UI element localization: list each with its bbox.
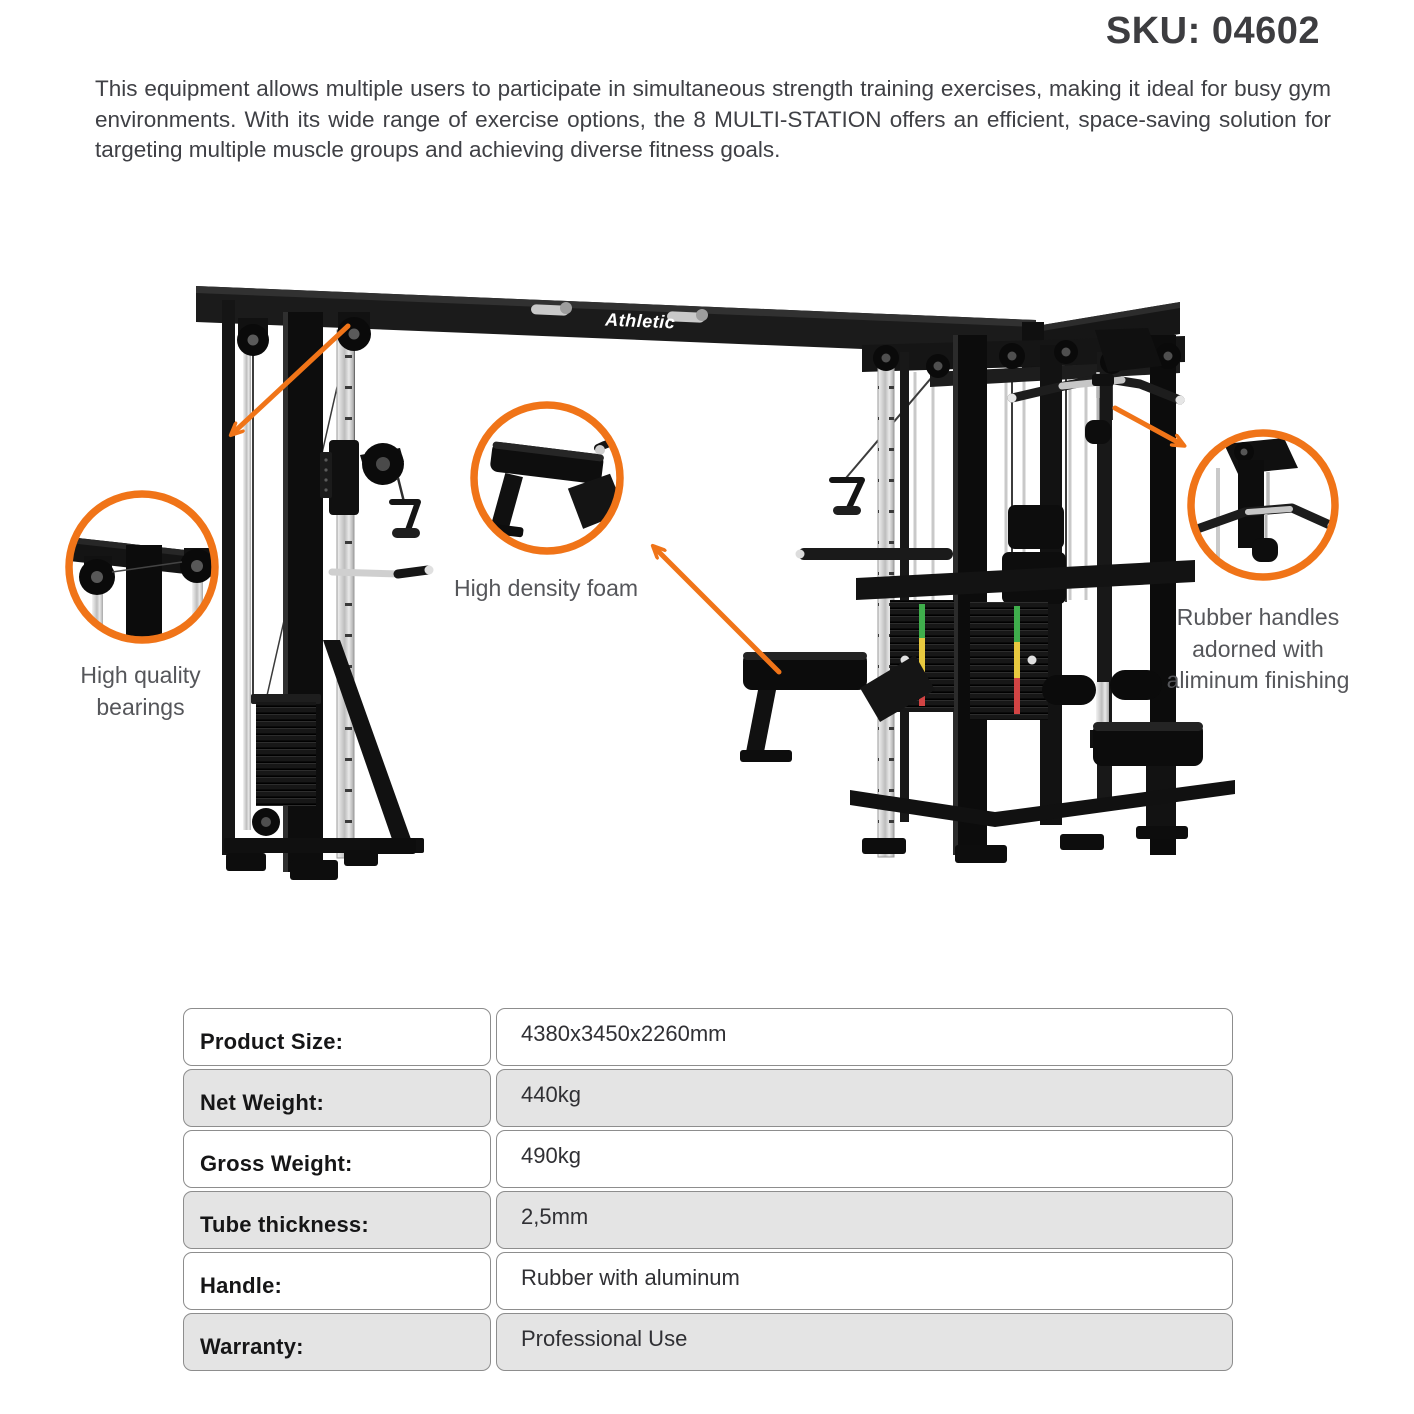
spec-label-cell: Handle: [183, 1252, 491, 1310]
spec-label-cell: Gross Weight: [183, 1130, 491, 1188]
spec-table [183, 1008, 1233, 1374]
callout-circle-handles [1191, 433, 1337, 577]
callout-label-handles: Rubber handles adorned with aliminum finishing [1166, 604, 1350, 694]
backrest-pad [1008, 505, 1064, 549]
brand-logo-text: Athletic [604, 309, 676, 333]
rubber-stopper [1085, 420, 1111, 444]
row-bar [798, 548, 953, 560]
callout-label-bearings: High quality bearings [80, 662, 201, 720]
spec-row-product-size [183, 1008, 1233, 1066]
multi-station-tower [740, 328, 1235, 863]
callout-circle-foam [474, 405, 636, 551]
cable-carriage [320, 440, 420, 538]
spec-row-warranty [183, 1313, 1233, 1371]
spec-label-cell: Product Size: [183, 1008, 491, 1066]
spec-row-handle [183, 1252, 1233, 1310]
spec-row-tube-thickness [183, 1191, 1233, 1249]
spec-value-cell: 2,5mm [496, 1191, 1233, 1249]
spec-value-cell: 4380x3450x2260mm [496, 1008, 1233, 1066]
sku-text: SKU: 04602 [1105, 10, 1320, 52]
machine-drawing [196, 286, 1235, 880]
spec-value-cell: Professional Use [496, 1313, 1233, 1371]
left-cable-station [222, 300, 434, 880]
spec-value-cell: 440kg [496, 1069, 1233, 1127]
callout-circle-bearings [60, 494, 222, 650]
spec-row-gross-weight [183, 1130, 1233, 1188]
spec-label-cell: Net Weight: [183, 1069, 491, 1127]
spec-label-cell: Warranty: [183, 1313, 491, 1371]
arrow-foam [654, 547, 779, 672]
spec-row-net-weight [183, 1069, 1233, 1127]
spec-value-cell: 490kg [496, 1130, 1233, 1188]
product-description: This equipment allows multiple users to participate in simultaneous strength training exercises, making it ideal for busy gym environments. With its wide range of exercise options, the 8 MULTI-STATION offers an efficient, space-saving solution for targeting multiple muscle groups and achieving diverse fitness goals. [95, 76, 1331, 163]
stirrup-handle [832, 480, 862, 515]
spec-label-cell: Tube thickness: [183, 1191, 491, 1249]
callout-label-foam: High density foam [453, 575, 639, 601]
weight-stack-left-station [256, 702, 316, 806]
spec-value-cell: Rubber with aluminum [496, 1252, 1233, 1310]
